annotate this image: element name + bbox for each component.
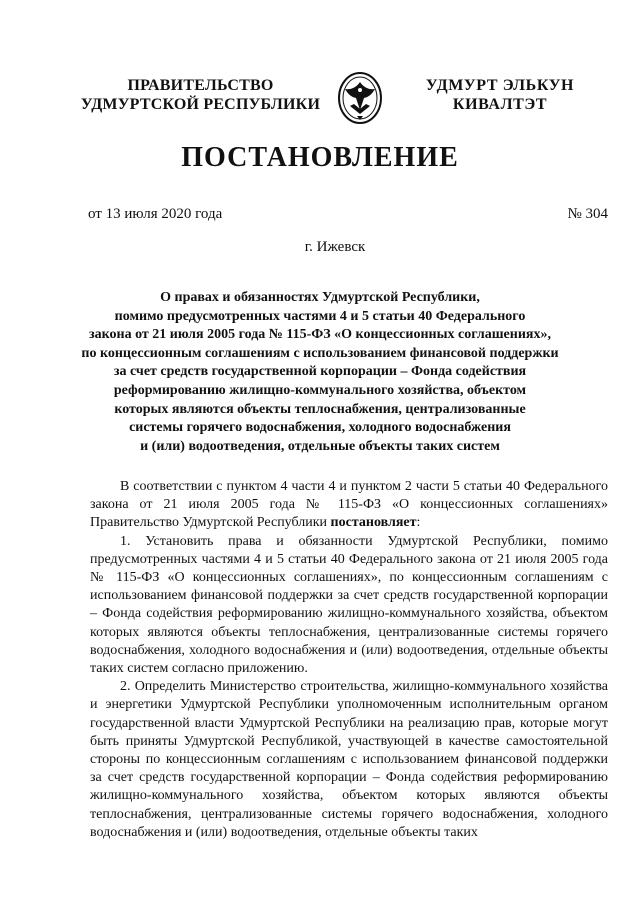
document-title: ПОСТАНОВЛЕНИЕ <box>181 142 459 173</box>
subject-line: закона от 21 июля 2005 года № 115-ФЗ «О концессионных соглашениях», <box>89 327 551 343</box>
subject-line: за счет средств государственной корпорации – Фонда содействия <box>113 364 527 380</box>
document-city: г. Ижевск <box>304 239 366 255</box>
subject-line: и (или) водоотведения, отдельные объекты таких систем <box>140 438 500 454</box>
government-name-line: УДМУРТ ЭЛЬКУН <box>425 77 575 94</box>
subject-line: по концессионным соглашениям с использованием финансовой поддержки <box>81 345 559 361</box>
government-name-russian <box>78 76 323 114</box>
document-subject <box>80 289 560 456</box>
preamble-paragraph <box>90 478 608 533</box>
document-body <box>90 478 608 842</box>
document-date: от 13 июля 2020 года <box>88 206 223 222</box>
preamble-text: В соответствии с пунктом 4 части 4 и пунктом 2 части 5 статьи 40 Федерального закона от 21 июля 2005 года № 115-ФЗ «О концессионных соглашениях» Правительство Удмуртской Республики <box>90 479 608 531</box>
document-header <box>0 70 640 140</box>
government-name-line: КИВАЛТЭТ <box>452 96 548 113</box>
document-number: № 304 <box>567 206 608 222</box>
preamble-colon: : <box>416 515 421 531</box>
subject-line: О правах и обязанностях Удмуртской Республики, <box>160 290 480 305</box>
preamble-resolves: постановляет <box>330 515 417 531</box>
government-name-line: ПРАВИТЕЛЬСТВО <box>127 77 274 94</box>
subject-line: реформированию жилищно-коммунального хозяйства, объектом <box>113 382 527 398</box>
coat-of-arms-icon <box>336 70 384 126</box>
paragraph-1: 1. Установить права и обязанности Удмуртской Республики, помимо предусмотренных частями 4 и 5 статьи 40 Федерального закона от 21 июля 2005 года № 115-ФЗ «О концессионных соглашениях», по концессионным соглашениям с использованием финансовой поддержки за счет средств государственной корпорации – Фонда содействия реформированию жилищно-коммунального хозяйства, объектом которых являются объекты теплоснабжения, централизованные системы горячего водоснабжения, холодного водоснабжения и (или) водоотведения, отдельные объекты таких систем согласно приложению. <box>90 533 608 677</box>
government-name-udmurt <box>410 76 590 114</box>
subject-line: системы горячего водоснабжения, холодного водоснабжения <box>129 420 511 436</box>
government-name-line: УДМУРТСКОЙ РЕСПУБЛИКИ <box>80 96 321 113</box>
paragraph-2: 2. Определить Министерство строительства, жилищно-коммунального хозяйства и энергетики Удмуртской Республики уполномоченным исполнительным органом государственной власти Удмуртской Республики на реализацию прав, которые могут быть приняты Удмуртской Республикой, участвующей в качестве самостоятельной стороны по концессионным соглашениям с использованием финансовой поддержки за счет средств государственной корпорации – Фонда содействия реформированию жилищно-коммунального хозяйства, объектом которых являются объекты теплоснабжения, централизованные системы горячего водоснабжения, холодного водоснабжения и (или) водоотведения, отдельные объекты таких <box>90 679 608 840</box>
subject-line: которых являются объекты теплоснабжения, централизованные <box>114 401 526 417</box>
subject-line: помимо предусмотренных частями 4 и 5 статьи 40 Федерального <box>114 308 526 324</box>
